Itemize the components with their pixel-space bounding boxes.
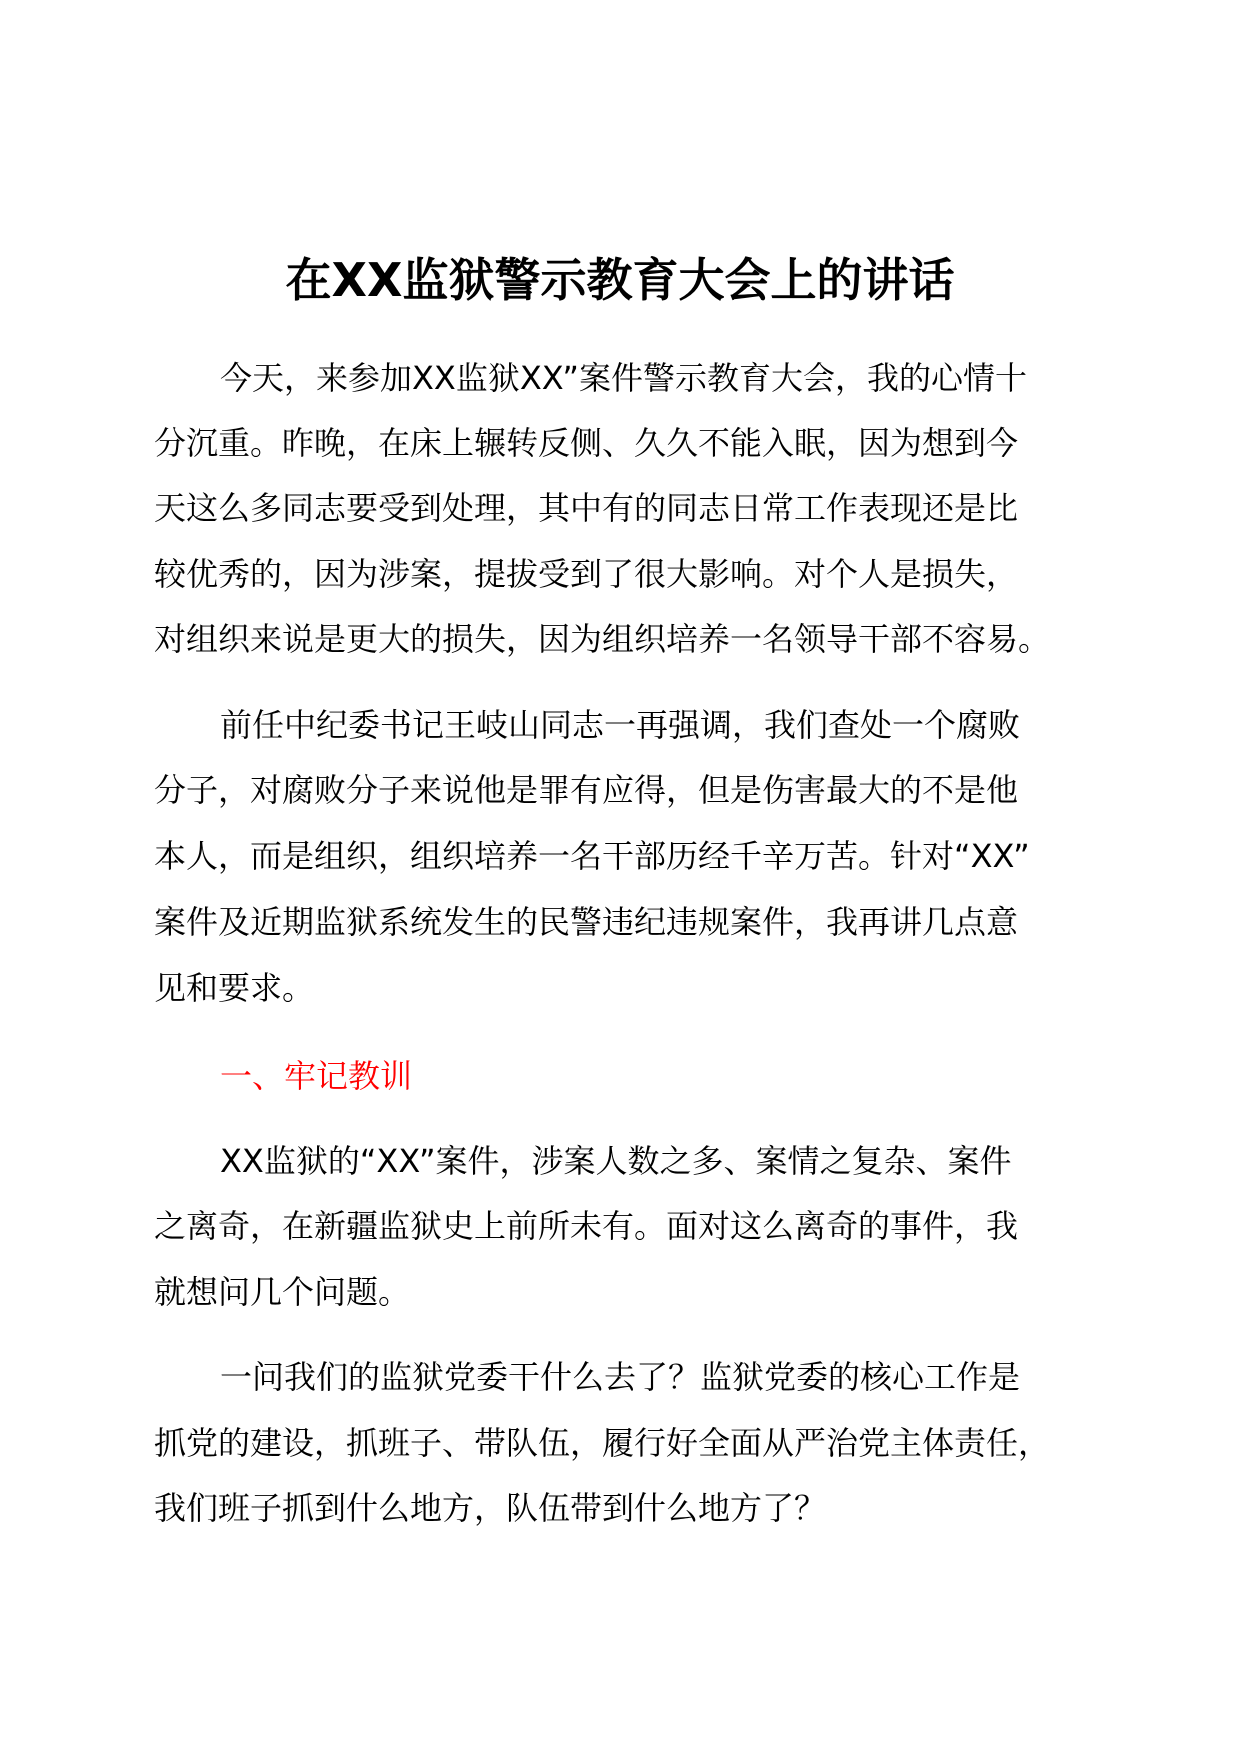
paragraph-line: 就想问几个问题。 <box>154 1273 411 1311</box>
paragraph-line: 抓党的建设，抓班子、带队伍，履行好全面从严治党主体责任， <box>154 1424 1051 1462</box>
document-title: 在XX监狱警示教育大会上的讲话 <box>285 253 955 307</box>
paragraph-line: 本人，而是组织，组织培养一名干部历经千辛万苦。针对“XX” <box>154 837 1030 875</box>
paragraph-line: 一问我们的监狱党委干什么去了？监狱党委的核心工作是 <box>220 1358 1021 1396</box>
paragraph-line: 我们班子抓到什么地方，队伍带到什么地方了？ <box>154 1489 827 1527</box>
paragraph-line: 案件及近期监狱系统发生的民警违纪违规案件，我再讲几点意 <box>154 903 1019 941</box>
paragraph-line: 较优秀的，因为涉案，提拔受到了很大影响。对个人是损失， <box>154 555 1019 593</box>
paragraph-line: 之离奇，在新疆监狱史上前所未有。面对这么离奇的事件，我 <box>154 1207 1019 1245</box>
paragraph-line: 对组织来说是更大的损失，因为组织培养一名领导干部不容易。 <box>154 620 1051 658</box>
paragraph-line: 分子，对腐败分子来说他是罪有应得，但是伤害最大的不是他 <box>154 771 1019 809</box>
paragraph-line: 分沉重。昨晚，在床上辗转反侧、久久不能入眠，因为想到今 <box>154 424 1019 462</box>
paragraph-line: 见和要求。 <box>154 969 315 1007</box>
paragraph-line: 前任中纪委书记王岐山同志一再强调，我们查处一个腐败 <box>220 706 1021 744</box>
paragraph-line: XX监狱的“XX”案件，涉案人数之多、案情之复杂、案件 <box>220 1142 1012 1180</box>
section-heading: 一、牢记教训 <box>220 1057 413 1095</box>
paragraph-line: 天这么多同志要受到处理，其中有的同志日常工作表现还是比 <box>154 489 1019 527</box>
paragraph-line: 今天，来参加XX监狱XX”案件警示教育大会，我的心情十 <box>220 359 1027 397</box>
